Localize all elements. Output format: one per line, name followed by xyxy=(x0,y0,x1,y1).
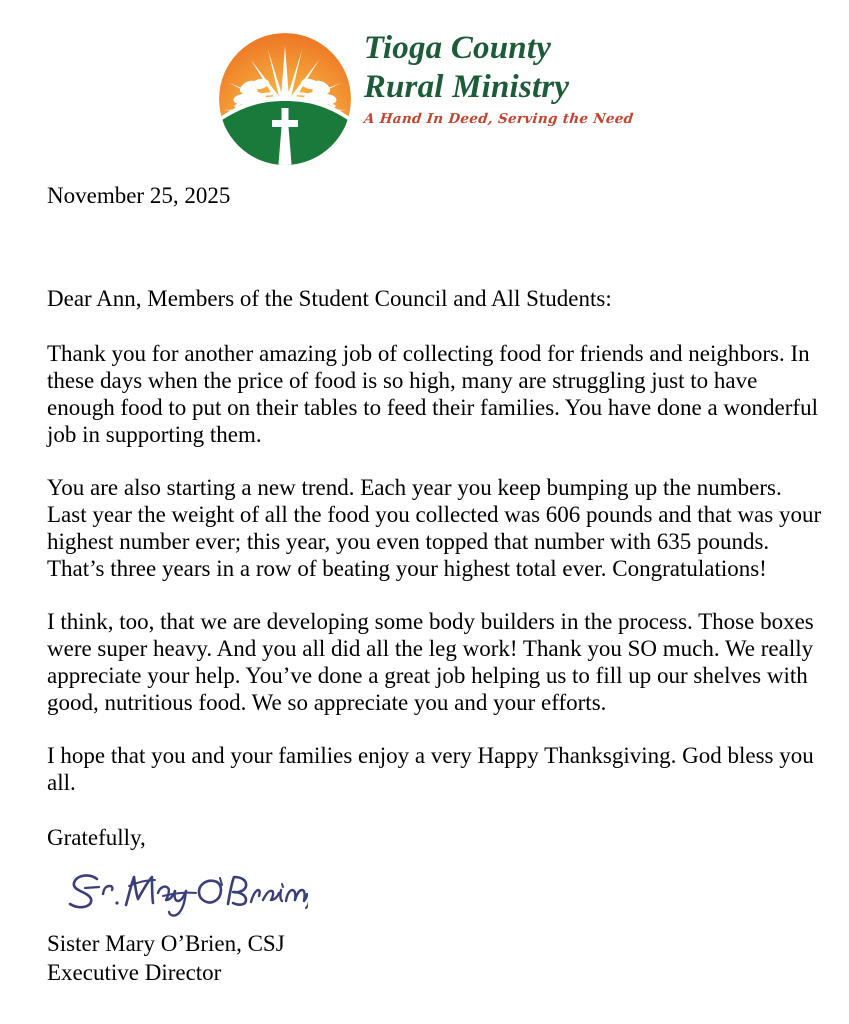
organization-logo xyxy=(216,30,633,168)
letter-paragraph: You are also starting a new trend. Each year you keep bumping up the numbers. Last year the weight of all the food you collected was 606 pounds and that was your highest number ever; this year, you even topped that number with 635 pounds. That’s three years in a row of beating your highest total ever. Congratulations! xyxy=(47,474,822,581)
organization-wordmark xyxy=(364,30,633,127)
letter-paragraph: I hope that you and your families enjoy a very Happy Thanksgiving. God bless you all. xyxy=(47,742,814,795)
letter-paragraph: Thank you for another amazing job of collecting food for friends and neighbors. In these days when the price of food is so high, many are struggling just to have enough food to put on their tables to feed their families. You have done a wonderful job in supporting them. xyxy=(47,340,818,447)
letter-closing: Gratefully, xyxy=(47,824,146,850)
organization-name-line-1: Tioga County xyxy=(363,30,552,66)
letterhead xyxy=(0,30,849,190)
handwritten-signature-icon xyxy=(63,866,822,927)
sunrise-cross-hill-logo-icon xyxy=(216,30,354,168)
signature-block xyxy=(47,852,822,986)
signer-title: Executive Director xyxy=(47,959,222,985)
letter-salutation: Dear Ann, Members of the Student Council and All Students: xyxy=(47,285,612,311)
signer-name: Sister Mary O’Brien, CSJ xyxy=(47,931,285,957)
organization-tagline: A Hand In Deed, Serving the Need xyxy=(362,111,635,127)
letter-date: November 25, 2025 xyxy=(47,183,231,208)
letter-paragraph: I think, too, that we are developing some body builders in the process. Those boxes were super heavy. And you all did all the leg work! Thank you SO much. We really appreciate your help. You’ve done a great job helping us to fill up our shelves with good, nutritious food. We so appreciate you and your efforts. xyxy=(47,608,814,715)
organization-name-line-2: Rural Ministry xyxy=(363,69,570,105)
letter-body xyxy=(47,182,822,987)
